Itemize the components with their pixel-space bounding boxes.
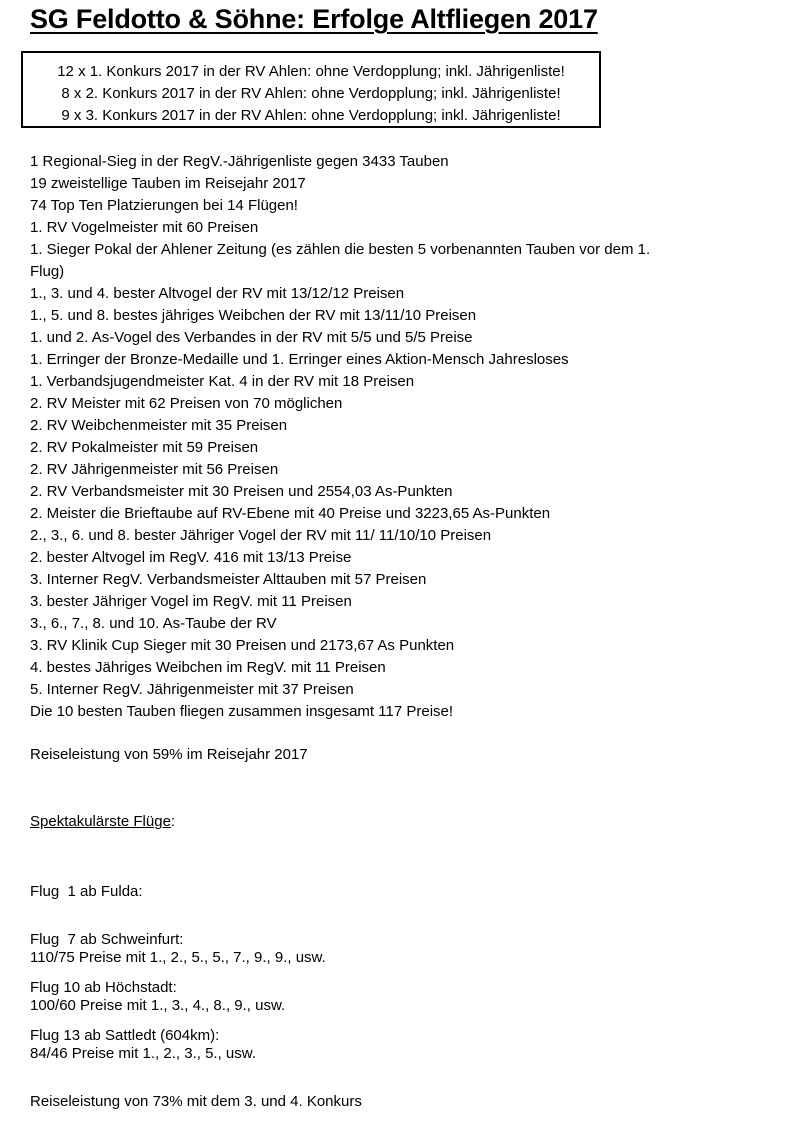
flight-entry (30, 981, 362, 1135)
achievement-item: 1. und 2. As-Vogel des Verbandes in der RV mit 5/5 und 5/5 Preise (30, 329, 473, 346)
flight-name: Flug 10 ab Höchstadt: (30, 979, 177, 996)
konkurs-summary-box (21, 51, 601, 128)
flight-name: Flug 7 ab Schweinfurt: (30, 931, 184, 948)
achievement-item: 1. Erringer der Bronze-Medaille und 1. Erringer eines Aktion-Mensch Jahresloses (30, 351, 569, 368)
flight-detail: 110/75 Preise mit 1., 2., 5., 5., 7., 9., 9., usw. (30, 949, 326, 966)
achievement-item: 4. bestes Jähriges Weibchen im RegV. mit 11 Preisen (30, 659, 386, 676)
flights-heading-colon: : (170, 813, 176, 830)
achievement-item: 2. bester Altvogel im RegV. 416 mit 13/13 Preise (30, 549, 352, 566)
achievement-item: 3. RV Klinik Cup Sieger mit 30 Preisen und 2173,67 As Punkten (30, 637, 455, 654)
konkurs-line: 8 x 2. Konkurs 2017 in der RV Ahlen: ohne Verdopplung; inkl. Jährigenliste! (61, 85, 561, 102)
flight-name: Flug 13 ab Sattledt (604km): (30, 1027, 220, 1044)
flight-detail: 84/46 Preise mit 1., 2., 3., 5., usw. (30, 1045, 256, 1062)
achievement-item: 1. Verbandsjugendmeister Kat. 4 in der RV mit 18 Preisen (30, 373, 415, 390)
flight-detail: 100/60 Preise mit 1., 3., 4., 8., 9., usw. (30, 997, 286, 1014)
flights-heading-label: Spektakulärste Flüge (30, 813, 171, 830)
achievement-item: 3. Interner RegV. Verbandsmeister Alttauben mit 57 Preisen (30, 571, 427, 588)
achievement-item: 3. bester Jähriger Vogel im RegV. mit 11 Preisen (30, 593, 352, 610)
achievement-item: 1 Regional-Sieg in der RegV.-Jährigenliste gegen 3433 Tauben (30, 153, 449, 170)
achievement-item: 3., 6., 7., 8. und 10. As-Taube der RV (30, 615, 277, 632)
achievement-item: 2. RV Jährigenmeister mit 56 Preisen (30, 461, 279, 478)
achievement-item: 2. RV Meister mit 62 Preisen von 70 möglichen (30, 395, 343, 412)
flight-detail: Reiseleistung von 73% mit dem 3. und 4. Konkurs (30, 1093, 362, 1110)
achievement-item: 2. RV Pokalmeister mit 59 Preisen (30, 439, 259, 456)
flights-heading (30, 811, 175, 833)
achievement-item: Die 10 besten Tauben fliegen zusammen insgesamt 117 Preise! (30, 703, 454, 720)
achievement-item: 74 Top Ten Platzierungen bei 14 Flügen! (30, 197, 298, 214)
achievements-list (30, 151, 670, 723)
achievement-item: 1. Sieger Pokal der Ahlener Zeitung (es zählen die besten 5 vorbenannten Tauben vor dem 1. Flug) (30, 241, 651, 280)
konkurs-line: 12 x 1. Konkurs 2017 in der RV Ahlen: ohne Verdopplung; inkl. Jährigenliste! (57, 63, 565, 80)
achievement-item: 2. RV Weibchenmeister mit 35 Preisen (30, 417, 288, 434)
reiseleistung-text: Reiseleistung von 59% im Reisejahr 2017 (30, 746, 308, 763)
page-title: SG Feldotto & Söhne: Erfolge Altfliegen 2017 (30, 4, 598, 34)
achievement-item: 2. Meister die Brieftaube auf RV-Ebene mit 40 Preise und 3223,65 As-Punkten (30, 505, 551, 522)
achievement-item: 19 zweistellige Tauben im Reisejahr 2017 (30, 175, 306, 192)
achievement-item: 1., 3. und 4. bester Altvogel der RV mit 13/12/12 Preisen (30, 285, 405, 302)
achievement-item: 1. RV Vogelmeister mit 60 Preisen (30, 219, 259, 236)
konkurs-line: 9 x 3. Konkurs 2017 in der RV Ahlen: ohne Verdopplung; inkl. Jährigenliste! (61, 107, 561, 124)
achievement-item: 2. RV Verbandsmeister mit 30 Preisen und 2554,03 As-Punkten (30, 483, 453, 500)
flight-name: Flug 1 ab Fulda: (30, 883, 143, 900)
achievement-item: 5. Interner RegV. Jährigenmeister mit 37 Preisen (30, 681, 354, 698)
achievement-item: 1., 5. und 8. bestes jähriges Weibchen der RV mit 13/11/10 Preisen (30, 307, 477, 324)
achievement-item: 2., 3., 6. und 8. bester Jähriger Vogel der RV mit 11/ 11/10/10 Preisen (30, 527, 492, 544)
